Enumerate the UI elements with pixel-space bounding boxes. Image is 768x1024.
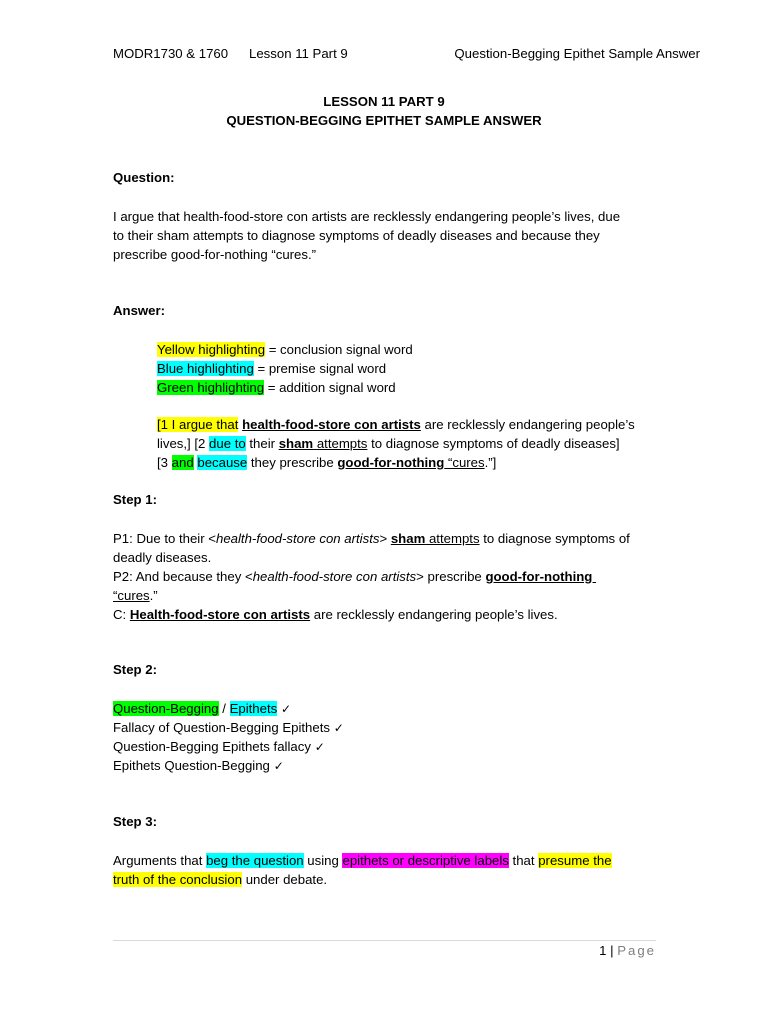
step1-p2-line-2 <box>113 586 158 605</box>
header-lesson: Lesson 11 Part 9 <box>249 46 348 61</box>
premise-signal: due to <box>209 436 246 451</box>
step1-p1-line-2: deadly diseases. <box>113 550 212 565</box>
checkmark-icon: ✓ <box>269 759 284 773</box>
p1-attempts: attempts <box>428 531 480 546</box>
step1-label: Step 1: <box>113 492 157 507</box>
marked-line-3-end: .”] <box>484 455 497 470</box>
presume-hl: presume the <box>538 853 612 868</box>
checkmark-icon: ✓ <box>277 702 292 716</box>
p2-good-for-nothing: good-for-nothing <box>485 569 597 584</box>
p1-mid: > <box>379 531 391 546</box>
p2-implied: health-food-store con artists <box>252 569 417 584</box>
step3-that: that <box>508 853 539 868</box>
p1-prefix: P1: Due to their < <box>113 531 216 546</box>
page-number: 1 <box>599 943 607 958</box>
step1-p1-line-1 <box>113 529 630 548</box>
epithets-hl: Epithets <box>229 701 278 716</box>
legend-green <box>157 378 396 397</box>
step3-label: Step 3: <box>113 814 157 829</box>
footer-rule <box>113 940 656 941</box>
p2-end: .” <box>149 588 158 603</box>
marked-line-2-rest: to diagnose symptoms of deadly diseases] <box>367 436 620 451</box>
p2-mid: > prescribe <box>416 569 486 584</box>
question-line-2: to their sham attempts to diagnose symptoms of deadly diseases and because they <box>113 228 600 243</box>
separator: / <box>218 701 230 716</box>
step2-line-2 <box>113 718 344 738</box>
p1-rest: to diagnose symptoms of <box>479 531 630 546</box>
marked-line-1-rest: are recklessly endangering people’s <box>420 417 635 432</box>
step3-line-2 <box>113 870 327 889</box>
header-course: MODR1730 & 1760 <box>113 46 229 61</box>
legend-yellow-highlight: Yellow highlighting <box>157 342 266 357</box>
legend-blue-highlight: Blue highlighting <box>157 361 254 376</box>
truth-conclusion-hl: truth of the conclusion <box>113 872 243 887</box>
question-label: Question: <box>113 170 175 185</box>
step2-item: Epithets Question-Begging <box>113 758 270 773</box>
page-footer <box>599 943 656 958</box>
header-topic: Question-Begging Epithet Sample Answer <box>454 46 700 61</box>
title-line-2: QUESTION-BEGGING EPITHET SAMPLE ANSWER <box>226 113 542 128</box>
beg-question-hl: beg the question <box>206 853 304 868</box>
marked-line-2-start: lives,] [2 <box>157 436 210 451</box>
p2-prefix: P2: And because they < <box>113 569 253 584</box>
answer-label: Answer: <box>113 303 166 318</box>
epithet-con-artists: health-food-store con artists <box>242 417 421 432</box>
question-line-3: prescribe good-for-nothing “cures.” <box>113 247 317 262</box>
step1-conclusion <box>113 605 558 624</box>
step2-line-4 <box>113 756 284 776</box>
p2-cures: “cures <box>113 588 150 603</box>
step2-item: Fallacy of Question-Begging Epithets <box>113 720 330 735</box>
c-rest: are recklessly endangering people’s lives. <box>310 607 558 622</box>
epithet-attempts: attempts <box>316 436 368 451</box>
legend-green-highlight: Green highlighting <box>157 380 265 395</box>
step3-start: Arguments that <box>113 853 207 868</box>
epithet-good-for-nothing: good-for-nothing <box>337 455 445 470</box>
step1-p2-line-1 <box>113 567 596 586</box>
step3-line-1 <box>113 851 612 870</box>
page-separator: | <box>606 943 618 958</box>
question-line-1: I argue that health-food-store con artists are recklessly endangering people’s lives, due <box>113 209 621 224</box>
epithets-labels-hl: epithets or descriptive labels <box>342 853 509 868</box>
marked-line-3-start: [3 <box>157 455 172 470</box>
epithet-cures: “cures <box>447 455 485 470</box>
conclusion-signal: [1 I argue that <box>157 417 239 432</box>
legend-blue-desc: = premise signal word <box>253 361 387 376</box>
legend-yellow <box>157 340 413 359</box>
step2-item: Question-Begging Epithets fallacy <box>113 739 311 754</box>
addition-signal: and <box>171 455 194 470</box>
step2-line-3 <box>113 737 325 757</box>
p1-sham: sham <box>390 531 426 546</box>
legend-green-desc: = addition signal word <box>264 380 396 395</box>
checkmark-icon: ✓ <box>310 740 325 754</box>
c-epithet: Health-food-store con artists <box>129 607 311 622</box>
title-line-1: LESSON 11 PART 9 <box>323 94 445 109</box>
c-prefix: C: <box>113 607 130 622</box>
marked-line-1 <box>157 415 635 434</box>
step3-using: using <box>303 853 343 868</box>
step2-label: Step 2: <box>113 662 157 677</box>
marked-line-2-their: their <box>245 436 279 451</box>
step3-end: under debate. <box>242 872 328 887</box>
legend-blue <box>157 359 386 378</box>
legend-yellow-desc: = conclusion signal word <box>265 342 413 357</box>
p1-implied: health-food-store con artists <box>216 531 380 546</box>
page-word: Page <box>617 943 656 958</box>
marked-line-3 <box>157 453 496 472</box>
epithet-sham: sham <box>278 436 314 451</box>
question-begging-hl: Question-Begging <box>113 701 219 716</box>
marked-line-2 <box>157 434 620 453</box>
premise-signal-because: because <box>197 455 248 470</box>
marked-line-3-mid: they prescribe <box>247 455 338 470</box>
step2-line-1 <box>113 699 291 719</box>
checkmark-icon: ✓ <box>329 721 344 735</box>
